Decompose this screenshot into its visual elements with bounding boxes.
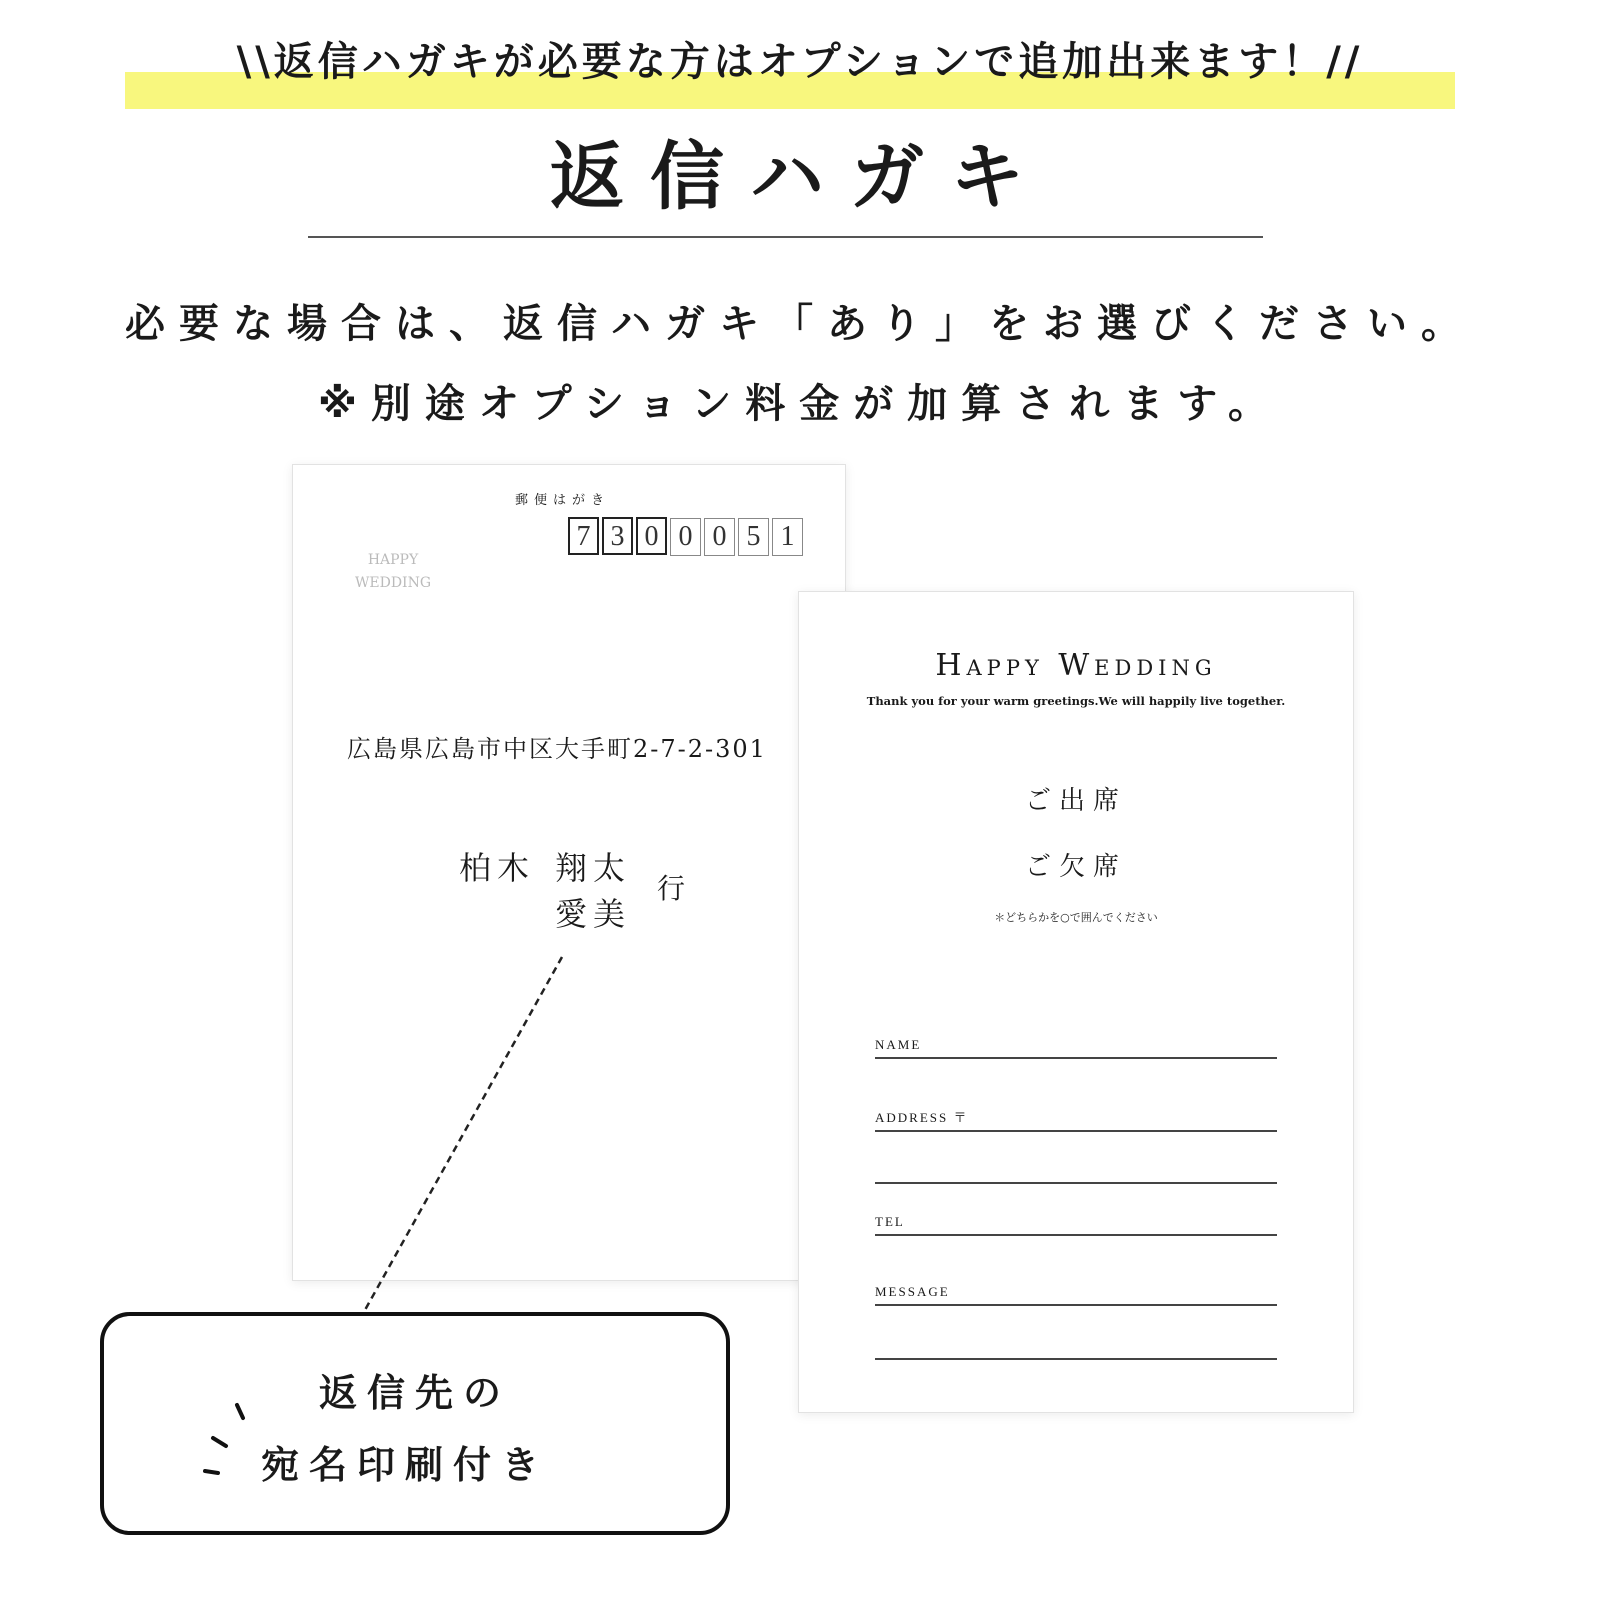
dashed-pointer-line [365, 957, 562, 1310]
recipient-family-name: 柏木 [459, 849, 536, 887]
postal-digit: 5 [738, 518, 769, 556]
tel-field: TEL [875, 1214, 1277, 1236]
recipient-given-name-2: 愛美 [555, 895, 632, 933]
recipient-given-name-1: 翔太 [555, 849, 632, 887]
watermark-line: HAPPY [367, 552, 419, 568]
page-title: 返信ハガキ [550, 134, 1050, 220]
callout-line1: 返信先の [319, 1371, 512, 1415]
reply-heading: Happy Wedding [935, 648, 1217, 683]
name-field: NAME [875, 1037, 1277, 1059]
postal-digit: 3 [602, 517, 633, 555]
attend-option: ご出席 [1024, 786, 1127, 816]
postal-digit: 0 [636, 517, 667, 555]
postcard-label: 郵便はがき [515, 493, 611, 508]
recipient-address: 広島県広島市中区大手町2-7-2-301 [347, 735, 767, 763]
circle-note: ＊どちらかを○で囲んでください [994, 911, 1158, 924]
callout-line2: 宛名印刷付き [261, 1443, 550, 1487]
callout-box [100, 1312, 730, 1535]
description-line1: 必要な場合は、返信ハガキ「あり」をお選びください。 [125, 301, 1475, 347]
banner-text: \\返信ハガキが必要な方はオプションで追加出来ます！// [236, 39, 1364, 85]
recipient-suffix: 行 [657, 872, 686, 905]
postal-digit: 0 [704, 518, 735, 556]
message-field: MESSAGE [875, 1284, 1277, 1306]
postal-digit: 0 [670, 518, 701, 556]
postal-digit: 1 [772, 518, 803, 556]
reply-subtitle: Thank you for your warm greetings.We will happily live together. [866, 694, 1286, 708]
absent-option: ご欠席 [1024, 852, 1127, 882]
address-field: ADDRESS 〒 [875, 1107, 1277, 1132]
description-line2: ※別途オプション料金が加算されます。 [317, 381, 1283, 427]
watermark-line: WEDDING [355, 575, 432, 591]
postal-digit: 7 [568, 517, 599, 555]
